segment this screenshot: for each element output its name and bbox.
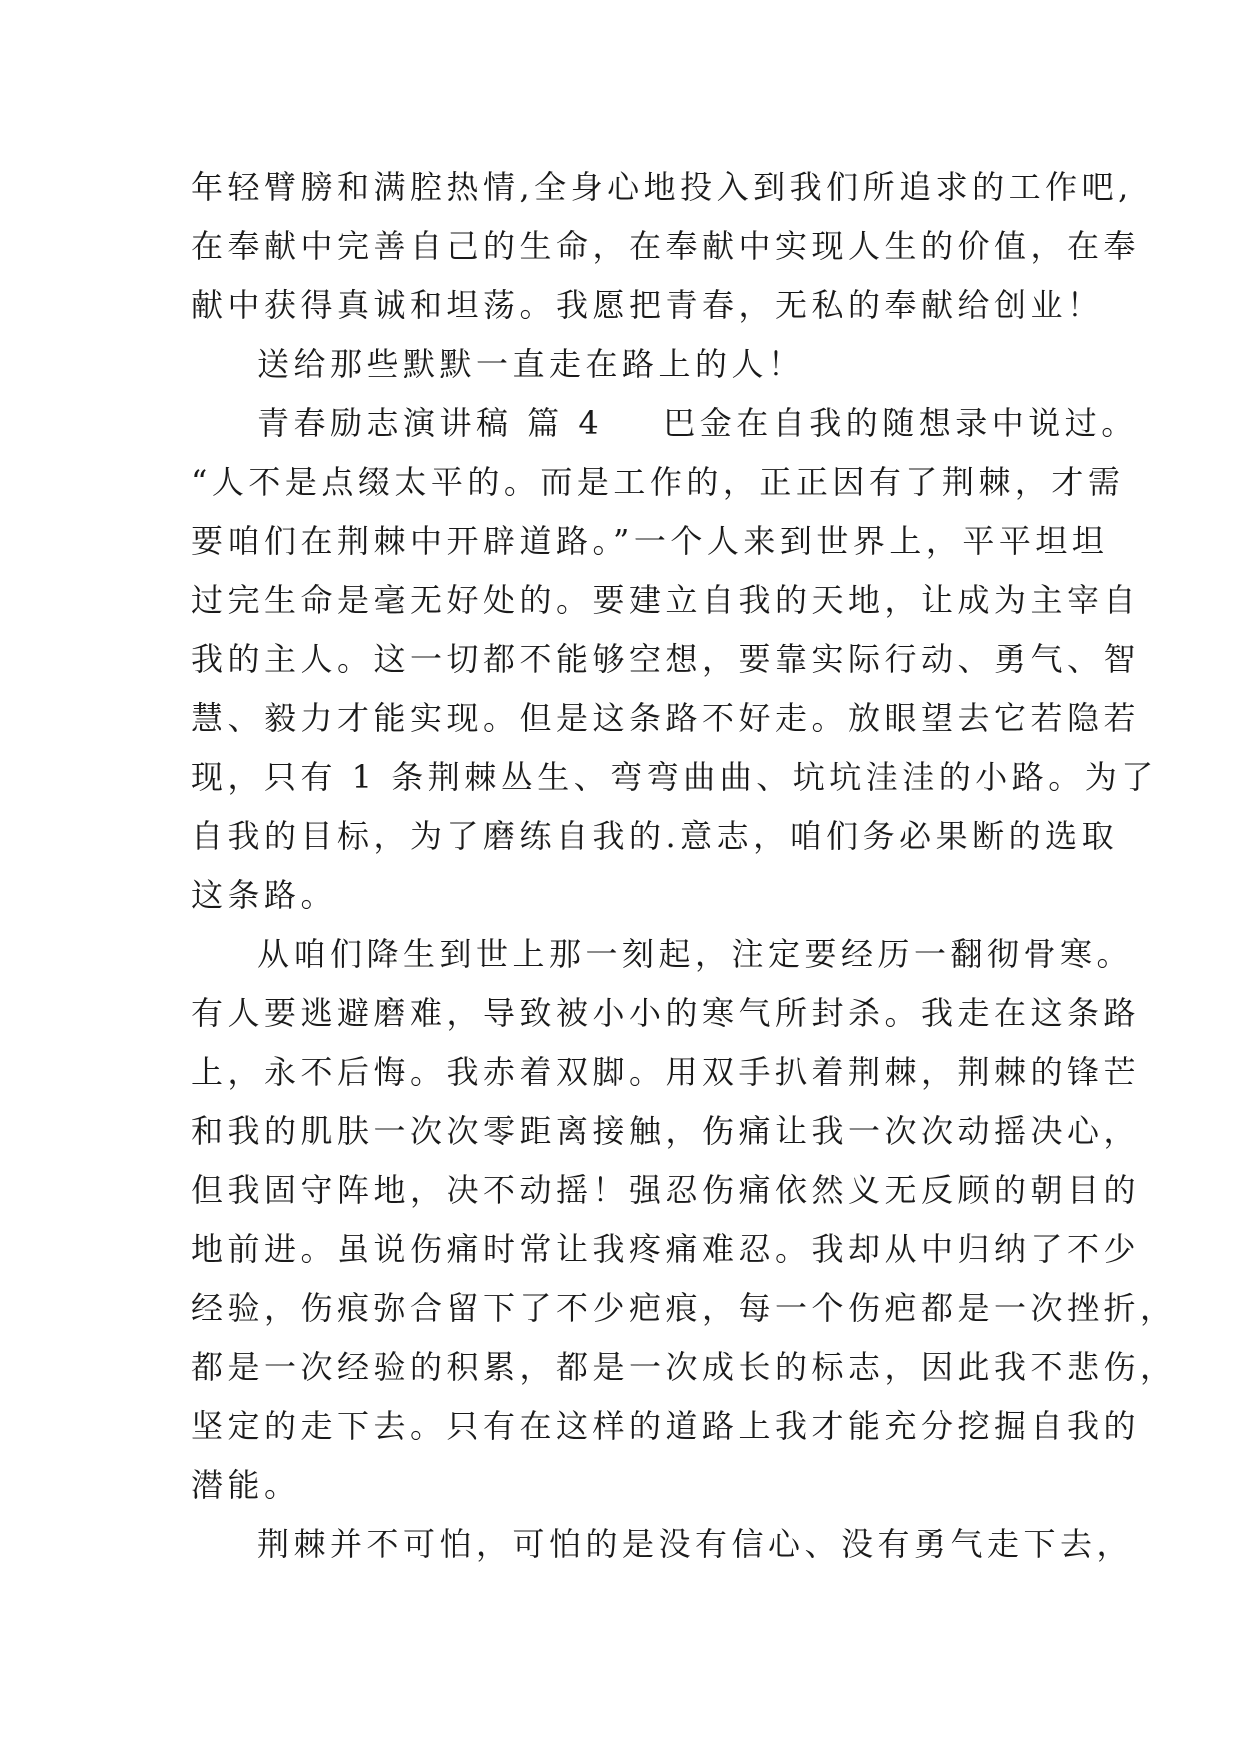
paragraph [191, 925, 1177, 1515]
text-line: 慧、毅力才能实现。但是这条路不好走。放眼望去它若隐若 [191, 699, 1141, 737]
text-line: 但我固守阵地，决不动摇！强忍伤痛依然义无反顾的朝目的 [191, 1171, 1141, 1209]
text-line: 和我的肌肤一次次零距离接触，伤痛让我一次次动摇决心， [191, 1112, 1141, 1150]
paragraph [191, 158, 1141, 335]
paragraph [191, 1515, 1134, 1574]
text-line: 这条路。 [191, 876, 338, 914]
paragraph-heading-line [191, 394, 1138, 453]
text-line: 经验，伤痕弥合留下了不少疤痕，每一个伤疤都是一次挫折， [191, 1289, 1177, 1327]
text-line: 现，只有 1 条荆棘丛生、弯弯曲曲、坑坑洼洼的小路。为了 [191, 758, 1158, 796]
text-line: 年轻臂膀和满腔热情,全身心地投入到我们所追求的工作吧, [191, 168, 1133, 206]
text-line: 送给那些默默一直走在路上的人！ [257, 345, 805, 383]
text-line: 上，永不后悔。我赤着双脚。用双手扒着荆棘，荆棘的锋芒 [191, 1053, 1141, 1091]
section-heading: 青春励志演讲稿 篇 4 [257, 404, 604, 442]
text-line: 从咱们降生到世上那一刻起，注定要经历一翻彻骨寒。 [257, 935, 1134, 973]
text-line: 过完生命是毫无好处的。要建立自我的天地，让成为主宰自 [191, 581, 1141, 619]
text-line: 自我的目标，为了磨练自我的.意志，咱们务必果断的选取 [191, 817, 1119, 855]
text-line: 有人要逃避磨难，导致被小小的寒气所封杀。我走在这条路 [191, 994, 1141, 1032]
text-line: 坚定的走下去。只有在这样的道路上我才能充分挖掘自我的 [191, 1407, 1141, 1445]
text-line: 献中获得真诚和坦荡。我愿把青春，无私的奉献给创业！ [191, 286, 1104, 324]
text-line: 地前进。虽说伤痛时常让我疼痛难忍。我却从中归纳了不少 [191, 1230, 1141, 1268]
text-line: “人不是点缀太平的。而是工作的，正正因有了荆棘，才需 [191, 463, 1125, 501]
heading-tail-text: 巴金在自我的随想录中说过。 [663, 404, 1138, 442]
text-line: 我的主人。这一切都不能够空想，要靠实际行动、勇气、智 [191, 640, 1141, 678]
text-line: 潜能。 [191, 1466, 301, 1504]
text-line: 要咱们在荆棘中开辟道路。”一个人来到世界上，平平坦坦 [191, 522, 1109, 560]
text-line: 在奉献中完善自己的生命，在奉献中实现人生的价值，在奉 [191, 227, 1141, 265]
text-line: 都是一次经验的积累，都是一次成长的标志，因此我不悲伤， [191, 1348, 1177, 1386]
paragraph [191, 394, 1158, 925]
paragraph [191, 335, 1091, 394]
text-line: 荆棘并不可怕，可怕的是没有信心、没有勇气走下去， [257, 1525, 1134, 1563]
document-body [191, 158, 1177, 1574]
